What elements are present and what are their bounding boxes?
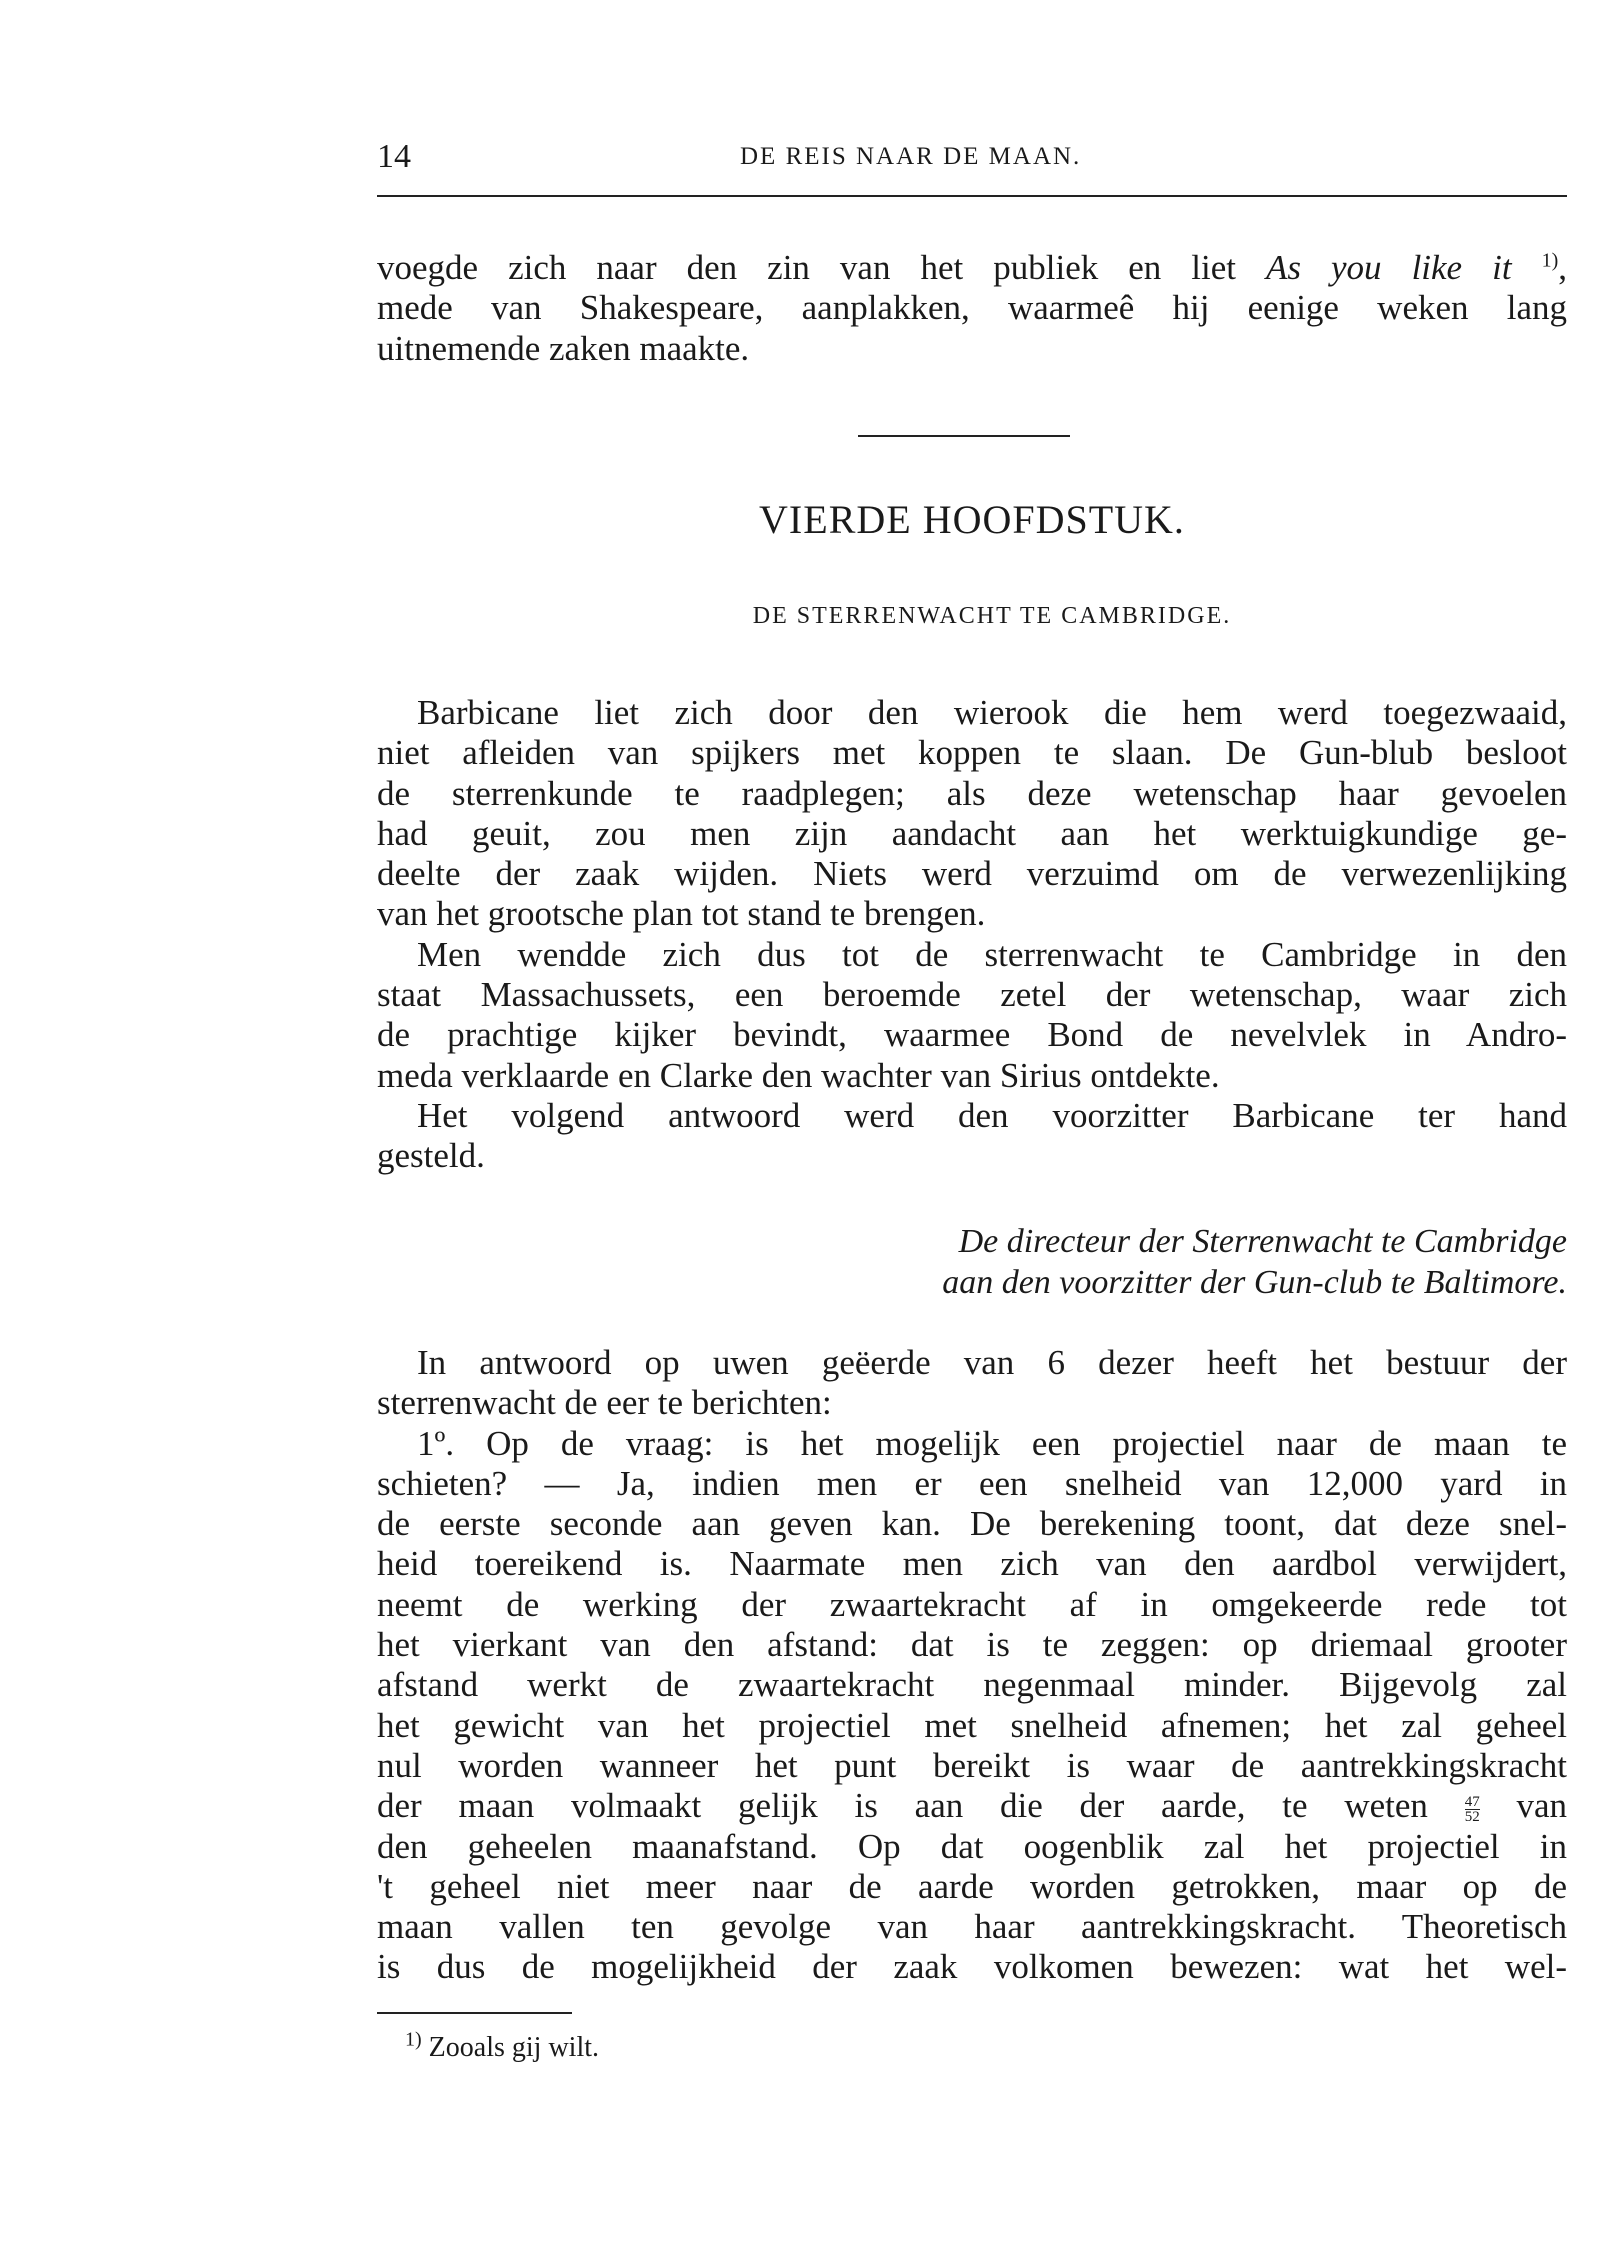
text-line: het gewicht van het projectiel met snelheid afnemen; het zal geheel — [377, 1705, 1567, 1745]
letter-body — [377, 1343, 1567, 1988]
text-line: niet afleiden van spijkers met koppen te slaan. De Gun-blub besloot — [377, 733, 1567, 773]
running-title: DE REIS NAAR DE MAAN. — [740, 143, 1082, 170]
text-line: 1º. Op de vraag: is het mogelijk een projectiel naar de maan te — [417, 1423, 1567, 1463]
text-line: is dus de mogelijkheid der zaak volkomen bewezen: wat het wel- — [377, 1947, 1567, 1987]
text-line: van het grootsche plan tot stand te brengen. — [377, 894, 986, 934]
opening-paragraph — [377, 248, 1567, 369]
text-line: Men wendde zich dus tot de sterrenwacht te Cambridge in den — [417, 934, 1567, 974]
page-number: 14 — [377, 138, 411, 175]
letter-heading-line: aan den voorzitter der Gun-club te Baltimore. — [942, 1264, 1567, 1301]
italic-title: As you like it — [1266, 248, 1512, 287]
text-line: de prachtige kijker bevindt, waarmee Bond de nevelvlek in Andro- — [377, 1015, 1567, 1055]
header-rule — [377, 195, 1567, 197]
text-line: den geheelen maanafstand. Op dat oogenblik zal het projectiel in — [377, 1826, 1567, 1866]
paragraph — [377, 693, 1567, 935]
text-line: mede van Shakespeare, aanplakken, waarmeê hij eenige weken lang — [377, 288, 1567, 328]
chapter-title: VIERDE HOOFDSTUK. — [759, 497, 1185, 542]
text-line: het vierkant van den afstand: dat is te zeggen: op driemaal grooter — [377, 1625, 1567, 1665]
text-line: nul worden wanneer het punt bereikt is waar de aantrekkingskracht — [377, 1745, 1567, 1785]
text-line: gesteld. — [377, 1136, 485, 1176]
text-line: heid toereikend is. Naarmate men zich van den aardbol verwijdert, — [377, 1544, 1567, 1584]
text-line: de sterrenkunde te raadplegen; als deze wetenschap haar gevoelen — [377, 773, 1567, 813]
text-line: uitnemende zaken maakte. — [377, 328, 750, 368]
text-line: Barbicane liet zich door den wierook die hem werd toegezwaaid, — [417, 693, 1567, 732]
text-line: meda verklaarde en Clarke den wachter van Sirius ontdekte. — [377, 1055, 1220, 1095]
text-line: der maan volmaakt gelijk is aan die der aarde, te weten $\frac{47}{52}$ van — [377, 1786, 1568, 1826]
text-line: de eerste seconde aan geven kan. De berekening toont, dat deze snel- — [377, 1504, 1567, 1544]
paragraph — [377, 935, 1567, 1096]
text-line: schieten? — Ja, indien men er een snelheid van 12,000 yard in — [377, 1463, 1567, 1503]
section-divider — [858, 435, 1070, 437]
fraction: $\frac{47}{52}$ — [1464, 1793, 1480, 1825]
text-line: neemt de werking der zwaartekracht af in omgekeerde rede tot — [377, 1584, 1567, 1624]
text-line: deelte der zaak wijden. Niets werd verzuimd om de verwezenlijking — [377, 854, 1567, 894]
chapter-subtitle: DE STERRENWACHT TE CAMBRIDGE. — [752, 603, 1232, 629]
text-line: Het volgend antwoord werd den voorzitter Barbicane ter hand — [417, 1095, 1567, 1135]
letter-heading — [700, 1221, 1567, 1303]
text-line: staat Massachussets, een beroemde zetel der wetenschap, waar zich — [377, 975, 1567, 1015]
text-line: In antwoord op uwen geëerde van 6 dezer heeft het bestuur der — [417, 1343, 1567, 1382]
chapter-body — [377, 693, 1567, 1177]
text-line: afstand werkt de zwaartekracht negenmaal minder. Bijgevolg zal — [377, 1665, 1567, 1705]
footnote-ref: 1) — [1541, 249, 1559, 272]
text-line: 't geheel niet meer naar de aarde worden getrokken, maar op de — [377, 1866, 1567, 1906]
text-line: voegde zich naar den zin van het publiek en liet As you like it $^{1)}$, — [377, 248, 1567, 287]
text-line: maan vallen ten gevolge van haar aantrekkingskracht. Theoretisch — [377, 1907, 1567, 1947]
text-line: sterrenwacht de eer te berichten: — [377, 1383, 832, 1423]
text-line: had geuit, zou men zijn aandacht aan het werktuigkundige ge- — [377, 813, 1567, 853]
paragraph — [377, 1096, 1567, 1177]
letter-heading-line: De directeur der Sterrenwacht te Cambridge — [958, 1223, 1567, 1260]
footnote-rule — [377, 2012, 572, 2014]
footnote: $^{1)}$ Zooals gij wilt. — [405, 2028, 599, 2063]
